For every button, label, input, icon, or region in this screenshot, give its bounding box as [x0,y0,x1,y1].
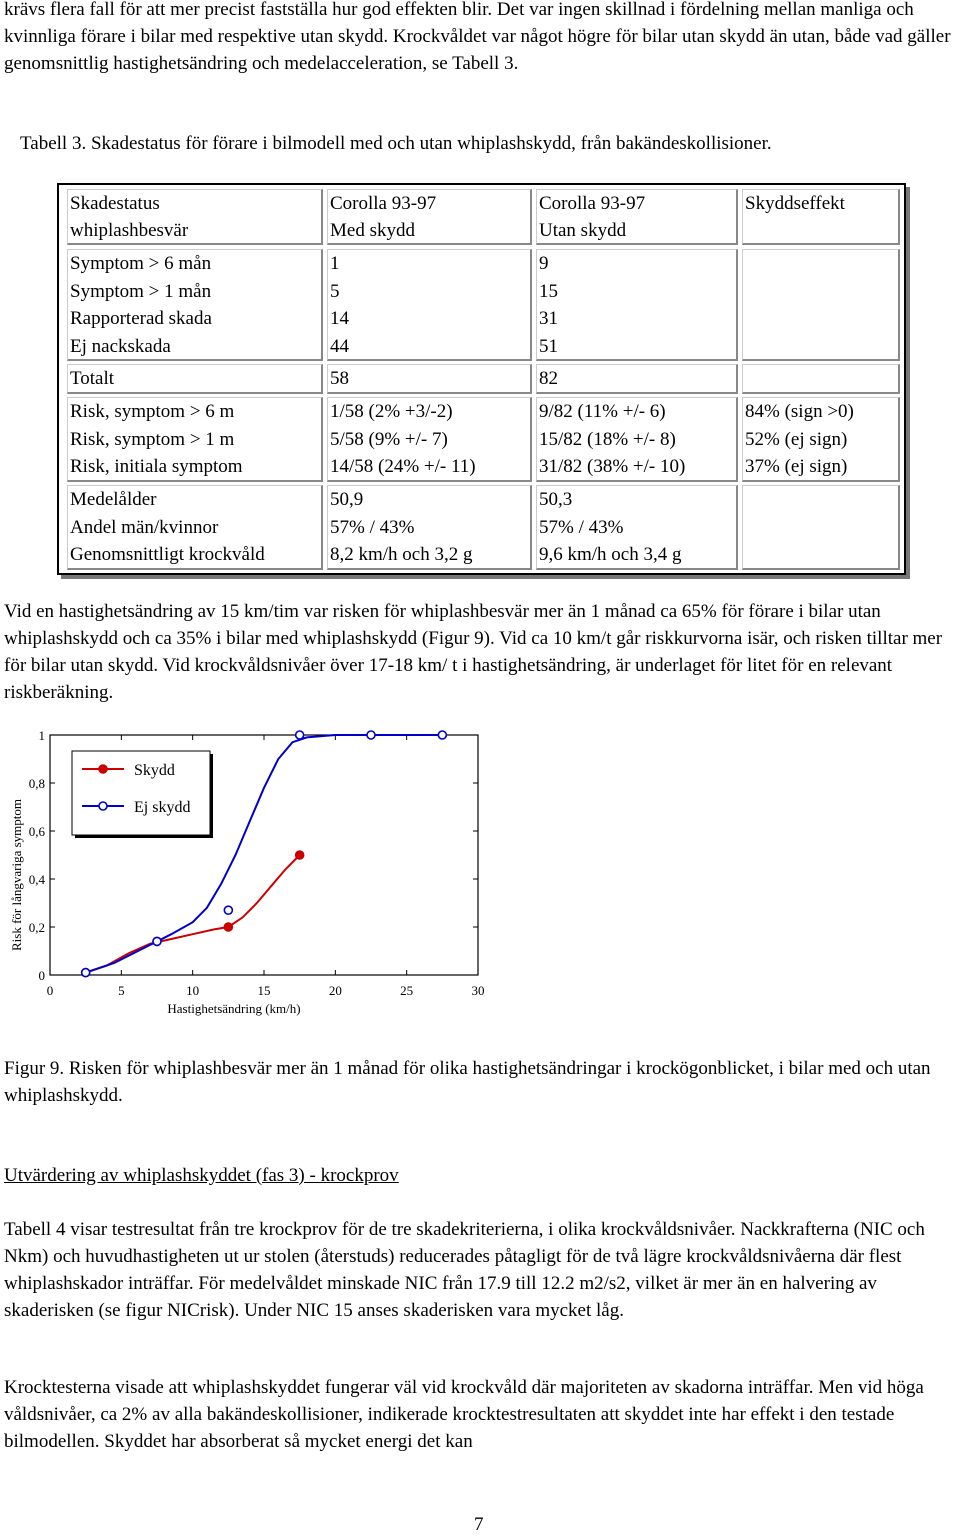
table-group-cell [67,249,323,361]
table-row-label: Risk, initiala symptom [70,456,243,477]
y-tick-label: 0 [38,968,45,983]
table-row-label: Medelålder [70,489,157,510]
x-tick-label: 25 [400,983,414,998]
table-cell: 9/82 (11% +/- 6) [539,401,666,422]
table-group-cell [327,397,532,482]
y-tick-label: 0,4 [28,872,45,887]
table-header-cell [327,189,532,245]
table-cell [745,486,898,514]
data-point [82,969,90,977]
table-group-cell [536,249,738,361]
table-cell: 37% (ej sign) [745,456,848,477]
risk-paragraph: Vid en hastighetsändring av 15 km/tim var risken för whiplashbesvär mer än 1 månad ca 65% för förare i bilar utan whiplashskydd och ca 35% i bilar med whiplashskydd (Figur 9). Vid ca 10 km/t går riskkurvorna isär, och risken tilltar mer för bilar utan skydd. Vid krockvåldsnivåer över 17-18 km/ t i hastighetsändring, är underlaget för litet för en relevant riskberäkning. [4,601,943,703]
table-row-label: Totalt [70,368,115,389]
table-cell: 15 [539,280,558,302]
table-cell [745,250,898,278]
table-caption: Tabell 3. Skadestatus för förare i bilmodell med och utan whiplashskydd, från bakändeskollisioner. [20,133,772,154]
data-point [296,851,304,859]
table-cell: 50,9 [330,489,364,510]
table-cell: 14/58 (24% +/- 11) [330,456,476,477]
section-heading: Utvärdering av whiplashskyddet (fas 3) - krockprov [4,1165,399,1186]
y-tick-label: 0,8 [28,776,45,791]
x-tick-label: 0 [46,983,54,998]
table-cell: 57% / 43% [539,516,624,538]
series-line-0 [86,855,300,973]
data-point [296,731,304,739]
table-cell: 57% / 43% [330,516,415,538]
table-cell: 50,3 [539,489,573,510]
table-group-cell [536,397,738,482]
data-point [438,731,446,739]
table-group-cell [67,364,323,394]
table-cell [745,305,898,333]
table-group-cell [742,485,900,570]
table-cell: 44 [330,335,349,357]
table-cell [745,541,898,569]
table-row-label: Genomsnittligt krockvåld [70,544,265,565]
legend-label: Ej skydd [134,799,191,816]
x-tick-label: 20 [328,983,342,998]
table-cell: 58 [330,368,349,389]
risk-chart [0,715,520,1025]
x-tick-label: 30 [471,983,485,998]
table-cell: 14 [330,308,349,329]
data-point [367,731,375,739]
table-header-line: Med skydd [330,220,415,241]
x-axis-label: Hastighetsändring (km/h) [167,1001,301,1016]
table-header-cell [67,189,323,245]
table-cell [745,278,898,306]
table-row-label: Risk, symptom > 1 m [70,428,235,450]
y-tick-label: 1 [38,728,45,743]
legend-swatch-marker [99,802,107,810]
table-cell: 15/82 (18% +/- 8) [539,428,676,450]
table-header-cell [536,189,738,245]
table-cell: 84% (sign >0) [745,401,854,422]
page-number: 7 [474,1514,484,1535]
table-header-line: Utan skydd [539,220,627,241]
table-cell [745,365,898,393]
table-cell: 1/58 (2% +3/-2) [330,401,453,422]
crash-test-paragraph: Tabell 4 visar testresultat från tre krockprov för de tre skadekriterierna, i olika krockvåldsnivåer. Nackkrafterna (NIC och Nkm) och huvudhastigheten ut ur stolen (återstuds) reducerades påtagligt för de två lägre krockvåldsnivåerna där flest whiplashskador inträffar. För medelvåldet minskade NIC från 17.9 till 12.2 m2/s2, vilket är mer än en halvering av skaderisken (se figur NICrisk). Under NIC 15 anses skaderisken vara mycket låg. [4,1219,925,1321]
table-group-cell [327,249,532,361]
table-row-label: Andel män/kvinnor [70,516,219,538]
figure-caption: Figur 9. Risken för whiplashbesvär mer än 1 månad för olika hastighetsändringar i krockögonblicket, i bilar med och utan whiplashskydd. [4,1058,931,1106]
y-tick-label: 0,2 [28,920,45,935]
x-tick-label: 5 [118,983,125,998]
table-row-label: Ej nackskada [70,335,171,357]
table-cell [745,333,898,361]
table-cell: 82 [539,368,558,389]
table-cell: 1 [330,253,340,274]
table-row-label: Risk, symptom > 6 m [70,401,235,422]
table-group-cell [742,249,900,361]
x-tick-label: 15 [257,983,271,998]
table-cell: 31/82 (38% +/- 10) [539,456,686,477]
table-cell: 31 [539,308,558,329]
table-group-cell [536,485,738,570]
table-cell: 9 [539,253,549,274]
conclusion-paragraph: Krocktesterna visade att whiplashskyddet fungerar väl vid krockvåld där majoriteten av skadorna inträffar. Men vid höga våldsnivåer, ca 2% av alla bakändeskollisioner, indikerade krocktestresultaten att skyddet inte har effekt i den testade bilmodellen. Skyddet har absorberat så mycket energi det kan [4,1377,924,1452]
table-cell: 5 [330,280,340,302]
table-cell: 5/58 (9% +/- 7) [330,428,448,450]
table-group-cell [327,485,532,570]
table-cell: 52% (ej sign) [745,428,848,450]
table-cell: 8,2 km/h och 3,2 g [330,544,473,565]
table-group-cell [67,485,323,570]
table-row-label: Symptom > 1 mån [70,280,212,302]
table-row-label: Rapporterad skada [70,308,212,329]
intro-paragraph: krävs flera fall för att mer precist fastställa hur god effekten blir. Det var ingen skillnad i fördelning mellan manliga och kvinnliga förare i bilar med respektive utan skydd. Krockvåldet var något högre för bilar utan skydd än utan, både vad gäller genomsnittlig hastighetsändring och medelacceleration, se Tabell 3. [4,0,951,74]
table-group-cell [536,364,738,394]
table-cell [745,514,898,542]
table-header-line: Skyddseffekt [745,193,845,214]
table-group-cell [742,364,900,394]
table-header-line: Corolla 93-97 [539,193,646,214]
table-header-cell [742,189,900,245]
table-group-cell [742,397,900,482]
injury-table [57,183,906,575]
legend-label: Skydd [134,762,175,779]
table-cell: 51 [539,335,558,357]
table-cell: 9,6 km/h och 3,4 g [539,544,682,565]
table-header-line: whiplashbesvär [70,220,189,241]
table-header-line: Corolla 93-97 [330,193,437,214]
data-point [153,937,161,945]
table-group-cell [67,397,323,482]
data-point [224,906,232,914]
x-tick-label: 10 [186,983,200,998]
table-row-label: Symptom > 6 mån [70,253,212,274]
data-point [224,923,232,931]
legend-swatch-marker [99,765,107,773]
y-axis-label: Risk för långvariga symptom [9,798,24,952]
y-tick-label: 0,6 [28,824,45,839]
table-header-line: Skadestatus [70,193,160,214]
table-group-cell [327,364,532,394]
